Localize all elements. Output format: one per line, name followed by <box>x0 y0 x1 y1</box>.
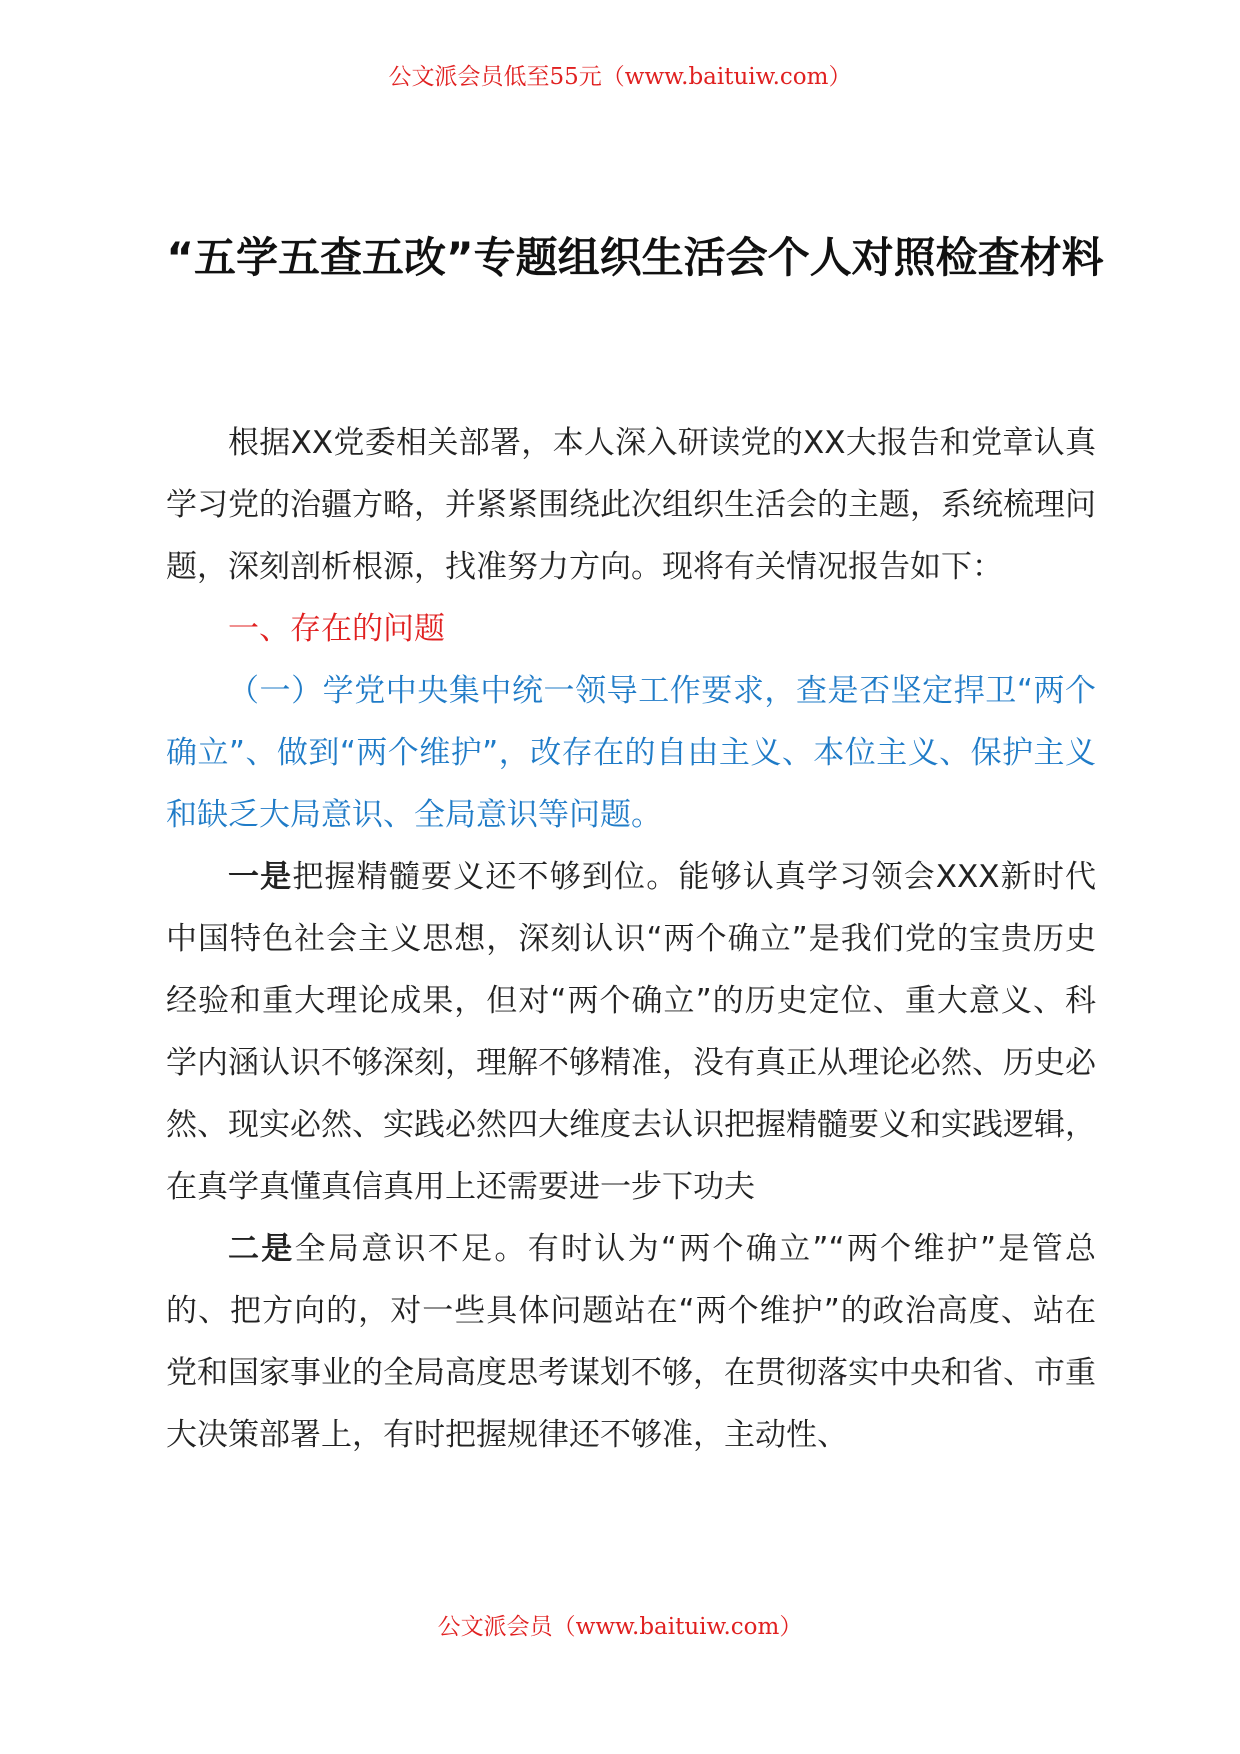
document-body <box>166 412 1096 1466</box>
document-title: “五学五查五改”专题组织生活会个人对照检查材料 <box>166 233 1104 282</box>
point-1-paragraph <box>166 846 1096 1218</box>
point-2-text: 全局意识不足。有时认为“两个确立”“两个维护”是管总的、把方向的，对一些具体问题站在“两个维护”的政治高度、站在党和国家事业的全局高度思考谋划不够，在贯彻落实中央和省、市重大决策部署上，有时把握规律还不够准，主动性、 <box>166 1231 1097 1453</box>
subsection-heading-1: （一）学党中央集中统一领导工作要求，查是否坚定捍卫“两个确立”、做到“两个维护”，改存在的自由主义、本位主义、保护主义和缺乏大局意识、全局意识等问题。 <box>166 673 1096 833</box>
section-heading-problems: 一、存在的问题 <box>228 611 445 647</box>
point-1-lead: 一是 <box>228 859 293 895</box>
point-2-paragraph <box>166 1218 1096 1466</box>
header-banner: 公文派会员低至55元（www.baituiw.com） <box>388 64 852 90</box>
footer-banner: 公文派会员（www.baituiw.com） <box>437 1614 803 1640</box>
point-1-text: 把握精髓要义还不够到位。能够认真学习领会XXX新时代中国特色社会主义思想，深刻认识“两个确立”是我们党的宝贵历史经验和重大理论成果，但对“两个确立”的历史定位、重大意义、科学内涵认识不够深刻，理解不够精准，没有真正从理论必然、历史必然、现实必然、实践必然四大维度去认识把握精髓要义和实践逻辑，在真学真懂真信真用上还需要进一步下功夫 <box>166 859 1096 1205</box>
point-2-lead: 二是 <box>228 1231 295 1267</box>
intro-paragraph: 根据XX党委相关部署，本人深入研读党的XX大报告和党章认真学习党的治疆方略，并紧紧围绕此次组织生活会的主题，系统梳理问题，深刻剖析根源，找准努力方向。现将有关情况报告如下： <box>166 425 1096 585</box>
